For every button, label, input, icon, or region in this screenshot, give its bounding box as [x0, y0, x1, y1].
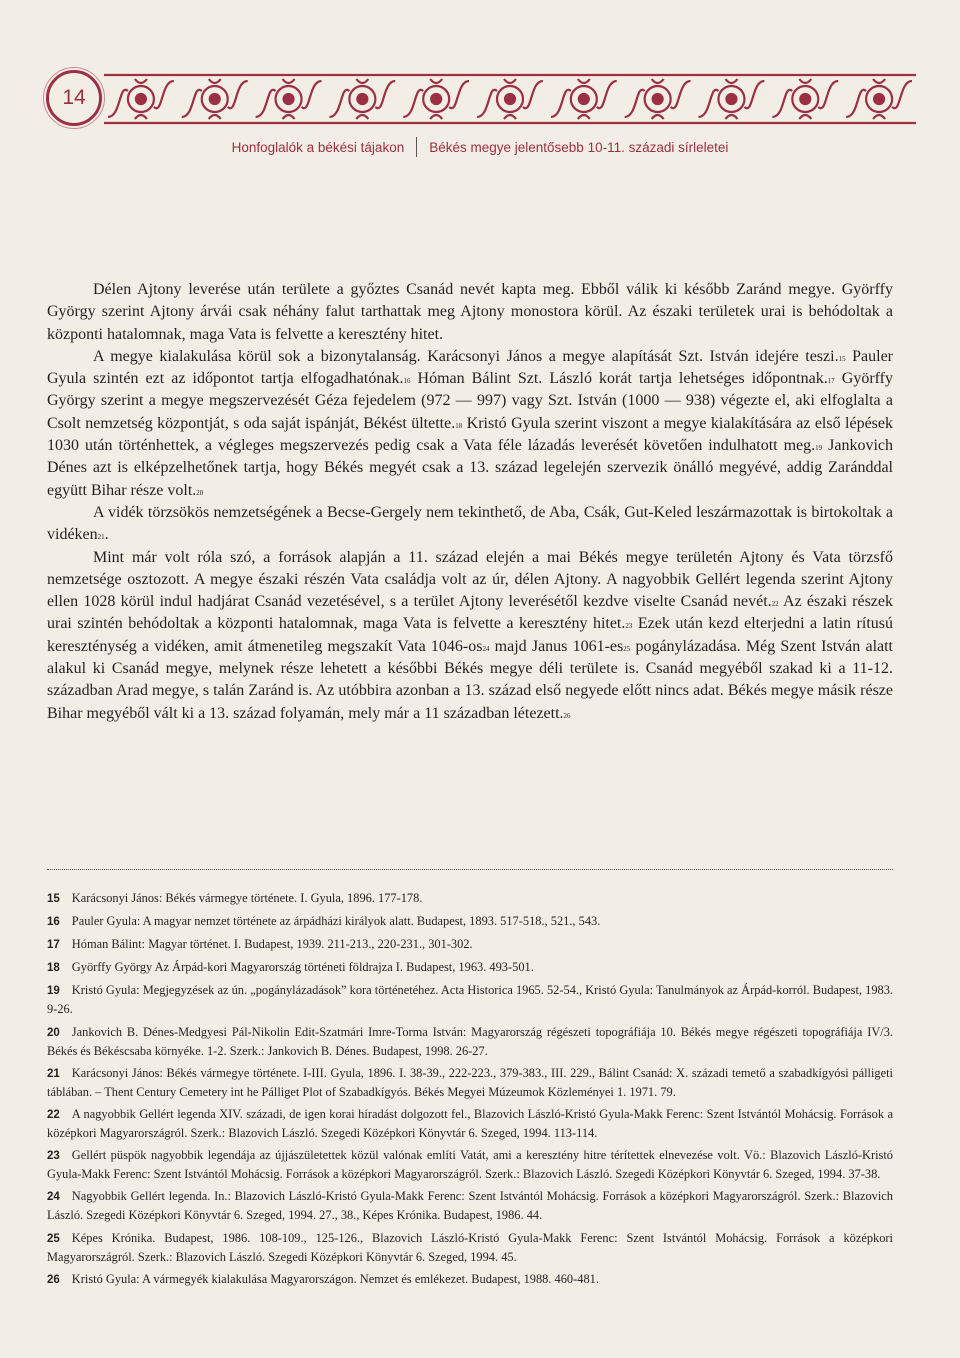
text-run: Györffy György szerint a megye megszervezését Géza fejedelem (972 — 997) vagy Szt. István (1000 — 938) végezte el, aki elfoglalta a Csolt nemzetség központját, s oda saját ispánját, Békést ültette. — [47, 370, 894, 432]
decorative-ornament-border — [104, 73, 916, 125]
footnote-text: Pauler Gyula: A magyar nemzet története az árpádházi királyok alatt. Budapest, 1893. 517-518., 521., 543. — [71, 914, 601, 929]
footnote-number: 20 — [47, 1026, 60, 1039]
footnote-item — [47, 1270, 893, 1289]
text-run: Mint már volt róla szó, a források alapján a 11. század elején a mai Békés megye területén Ajtony és Vata törzsfő nemzetsége osztozott. A megye északi részén Vata családja volt az úr, délen Ajtony. A nagyobbik Gellért legenda szerint Ajtony ellen 1028 körül indul hadjárat Csanád vezetésével, s a terület Ajtony leverésétől kezdve viselte Csanád nevét. — [47, 548, 893, 611]
footnote-number: 24 — [47, 1191, 60, 1204]
text-run: Délen Ajtony leverése után területe a győztes Csanád nevét kapta meg. Ebből válik ki később Zaránd megye. Györffy György szerint Ajtony árvái csak néhány falut tarthattak meg Ajtony monostora körül. Az északi területek urai is behódoltak a központi hatalomnak, maga Vata is felvette a keresztény hitet. — [47, 281, 893, 343]
text-run: Az északi részek urai szintén behódoltak a központi hatalomnak, maga Vata is felvette a keresztény hitet. — [47, 593, 894, 633]
footnote-ref[interactable]: 22 — [771, 600, 779, 609]
footnote-item — [47, 912, 893, 931]
footnote-item — [47, 1229, 893, 1266]
footnote-number: 19 — [47, 985, 60, 998]
footnote-ref[interactable]: 23 — [625, 622, 633, 631]
footnote-number: 21 — [47, 1067, 60, 1080]
footnote-number: 18 — [47, 962, 60, 975]
paragraph — [47, 346, 893, 502]
text-run: Pauler Gyula szintén ezt az időpontot tartja elfogadhatónak. — [47, 347, 894, 388]
footnote-text: Hóman Bálint: Magyar történet. I. Budapest, 1939. 211-213., 220-231., 301-302. — [71, 937, 473, 952]
footnote-ref[interactable]: 24 — [482, 644, 490, 653]
footnote-item — [47, 981, 893, 1018]
text-run: A vidék törzsökös nemzetségének a Becse-Gergely nem tekinthető, de Aba, Csák, Gut-Keled leszármazottak is birtokoltak a vidéken — [47, 503, 893, 544]
footnote-item — [47, 935, 893, 954]
footnote-ref[interactable]: 17 — [827, 377, 835, 386]
footnote-ref[interactable]: 16 — [403, 377, 411, 386]
footnote-number: 16 — [47, 916, 60, 929]
header-chapter-title: Békés megye jelentősebb 10-11. századi sírleletei — [429, 139, 729, 155]
footnotes — [47, 889, 893, 1293]
footnote-ref[interactable]: 26 — [563, 711, 571, 720]
footnote-ref[interactable]: 21 — [97, 533, 105, 542]
header-book-title: Honfoglalók a békési tájakon — [231, 139, 405, 155]
page-number: 14 — [46, 70, 102, 126]
footnote-item — [47, 1187, 893, 1224]
main-text — [47, 279, 893, 725]
footnote-divider — [47, 869, 893, 870]
footnote-number: 15 — [47, 893, 60, 905]
footnote-item — [47, 958, 893, 977]
footnote-number: 22 — [47, 1108, 60, 1121]
footnote-text: Kristó Gyula: A vármegyék kialakulása Magyarországon. Nemzet és emlékezet. Budapest, 1988. 460-481. — [71, 1271, 599, 1286]
footnote-item — [47, 1064, 893, 1101]
text-run: . — [104, 526, 109, 544]
footnote-ref[interactable]: 19 — [815, 444, 823, 453]
footnote-text: Nagyobbik Gellért legenda. In.: Blazovich László-Kristó Gyula-Makk Ferenc: Szent Istvántól Mohácsig. Források a középkori Magyarországról. Szerk.: Blazovich László. Szegedi Középkori Könyvtár 6. Szeged, 1994. 27., 38., Képes Krónika. Budapest, 1986. 44. — [47, 1189, 893, 1223]
footnote-text: Györffy György Az Árpád-kori Magyarország történeti földrajza I. Budapest, 1963. 493-501. — [71, 960, 534, 975]
footnote-ref[interactable]: 25 — [623, 644, 631, 653]
paragraph — [47, 502, 893, 547]
footnote-number: 25 — [47, 1232, 60, 1245]
text-run: Jankovich Dénes azt is elképzelhetőnek tartja, hogy Békés megyét csak a 13. század legelején szervezik önálló megyévé, addig Zaránddal együtt Bihar része volt. — [47, 437, 894, 499]
footnote-number: 23 — [47, 1150, 60, 1163]
footnote-item — [47, 889, 893, 908]
text-run: Kristó Gyula szerint viszont a megye kialakítására az első lépések 1030 után történhettek, a végleges megszervezés pedig csak a Vata féle lázadás leverését követően indulhatott meg. — [47, 414, 894, 455]
text-run: majd Janus 1061-es — [489, 637, 624, 655]
footnote-item — [47, 1023, 893, 1060]
text-run: Ezek után kezd elterjedni a latin rítusú kereszténység a vidéken, amit átmenetileg megszakít Vata 1046-os — [47, 615, 894, 655]
header-separator — [416, 137, 417, 157]
footnote-text: Karácsonyi János: Békés vármegye története. I. Gyula, 1896. 177-178. — [71, 891, 423, 905]
footnote-item — [47, 1146, 893, 1183]
footnote-ref[interactable]: 15 — [838, 354, 846, 363]
paragraph — [47, 279, 893, 346]
footnote-text: Gellért püspök nagyobbik legendája az újjászületettek közül valónak említi Vatát, ami a keresztény hitre térítettek elnevezése volt. Vö.: Blazovich László-Kristó Gyula-Makk Ferenc: Szent Istvántól Mohácsig. Források a középkori Magyarországról. Szerk.: Blazovich László. Szegedi Középkori Könyvtár 6. Szeged, 1994. 37-38. — [47, 1148, 893, 1182]
text-run: A megye kialakulása körül sok a bizonytalanság. Karácsonyi János a megye alapítását Szt. István idejére teszi. — [93, 347, 839, 365]
text-run: Hóman Bálint Szt. László korát tartja lehetséges időpontnak. — [410, 370, 828, 388]
footnote-number: 26 — [47, 1273, 60, 1286]
footnote-number: 17 — [47, 939, 60, 952]
text-run: pogánylázadása. Még Szent István alatt alakul ki Csanád megye, melynek része lehetett a későbbi Békés megye déli területe is. Csanád megyéből szakad ki a 11-12. században Arad megye, s talán Zaránd is. Az utóbbira azonban a 13. század első negyede előtt nincs adat. Békés megye másik része Bihar megyéből vált ki a 13. század folyamán, mely már a 11 században létezett. — [47, 637, 894, 722]
footnote-ref[interactable]: 20 — [196, 488, 204, 497]
footnote-ref[interactable]: 18 — [455, 421, 463, 430]
running-header — [0, 137, 960, 157]
footnote-text: Képes Krónika. Budapest, 1986. 108-109., 125-126., Blazovich László-Kristó Gyula-Makk Ferenc: Szent Istvántól Mohácsig. Források a középkori Magyarországról. Szerk.: Blazovich László. Szegedi Középkori Könyvtár 6. Szeged, 1994. 45. — [47, 1230, 893, 1264]
footnote-text: Kristó Gyula: Megjegyzések az ún. „pogánylázadások” kora történetéhez. Acta Historica 1965. 52-54., Kristó Gyula: Tanulmányok az Árpád-korról. Budapest, 1983. 9-26. — [47, 983, 893, 1017]
footnote-text: Jankovich B. Dénes-Medgyesi Pál-Nikolin Edit-Szatmári Imre-Torma István: Magyarország régészeti topográfiája 10. Békés megye régészeti topográfiája IV/3. Békés és Békéscsaba környéke. 1-2. Szerk.: Jankovich B. Dénes. Budapest, 1998. 26-27. — [47, 1024, 893, 1058]
footnote-item — [47, 1105, 893, 1142]
footnote-text: A nagyobbik Gellért legenda XIV. századi, de igen korai híradást dolgozott fel., Blazovich László-Kristó Gyula-Makk Ferenc: Szent Istvántól Mohácsig. Források a középkori Magyarországról. Szerk.: Blazovich László. Szegedi Középkori Könyvtár 6. Szeged, 1994. 113-114. — [47, 1106, 893, 1141]
footnote-text: Karácsonyi János: Békés vármegye története. I-III. Gyula, 1896. I. 38-39., 222-223., 379-383., III. 229., Bálint Csanád: X. századi temető a szabadkígyósi pálligeti táblában. – Thent Century Cemetery int he Pálliget Plot of Szabadkígyós. Békés Megyei Múzeumok Közleményei 1. 1971. 79. — [47, 1065, 893, 1099]
paragraph — [47, 547, 893, 725]
